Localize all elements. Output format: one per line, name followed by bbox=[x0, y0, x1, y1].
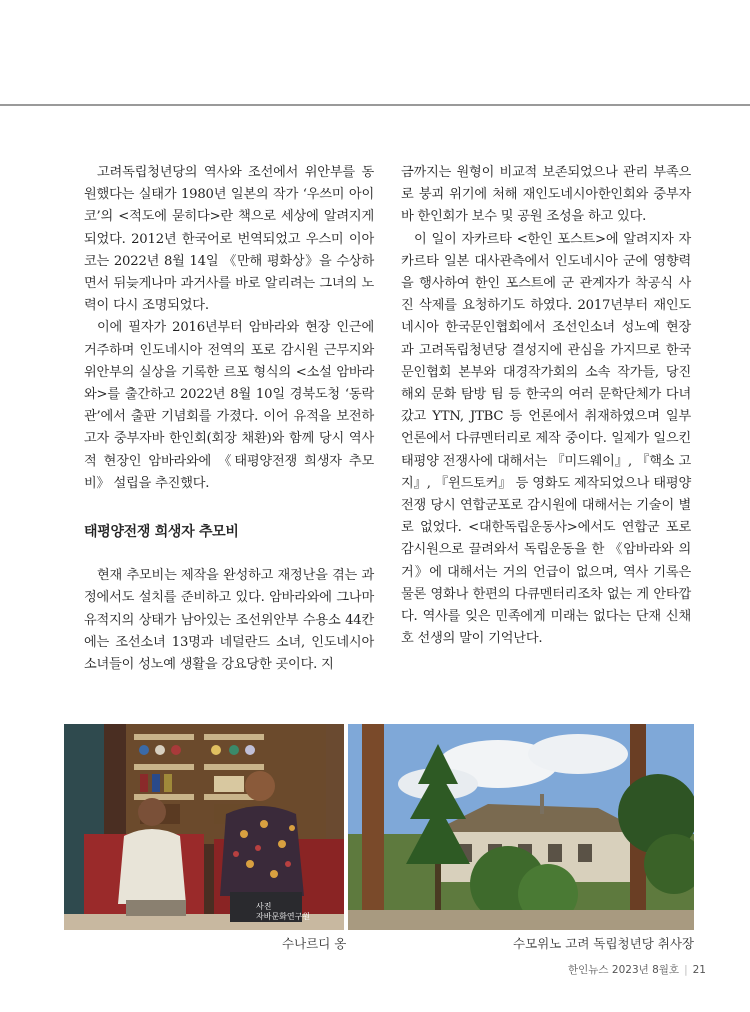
footer-separator: | bbox=[684, 964, 688, 976]
article-paragraph: 현재 추모비는 제작을 완성하고 재정난을 겪는 과정에서도 설치를 준비하고 있다. 암바라와에 그나마 유적지의 상태가 남아있는 조선위안부 수용소 44칸에는 조선소녀 13명과 네덜란드 소녀, 인도네시아 소녀들이 성노예 생활을 강요당한 곳이다. 지 bbox=[84, 568, 374, 673]
page-footer bbox=[568, 962, 706, 977]
photo-sunardi-illustration bbox=[64, 724, 344, 930]
photo-credit-line: 사진 bbox=[256, 902, 272, 911]
photo-kitchen-illustration bbox=[348, 724, 694, 930]
magazine-issue: 한인뉴스 2023년 8월호 bbox=[568, 964, 680, 976]
photo-credit-line: 자바문화연구원 bbox=[256, 912, 311, 921]
photo-caption: 수모위노 고려 독립청년당 취사장 bbox=[513, 936, 694, 951]
page-number: 21 bbox=[692, 964, 706, 976]
article-column-right bbox=[401, 162, 691, 650]
section-heading: 태평양전쟁 희생자 추모비 bbox=[84, 524, 239, 541]
article-paragraph: 금까지는 원형이 비교적 보존되었으나 관리 부족으로 붕괴 위기에 처해 재인도네시아한인회와 중부자바 한인회가 보수 및 공원 조성을 하고 있다. bbox=[401, 165, 691, 225]
photo-caption: 수나르디 옹 bbox=[282, 936, 347, 951]
article-paragraph: 고려독립청년당의 역사와 조선에서 위안부를 동원했다는 실태가 1980년 일본의 작가 ‘우쓰미 아이코’의 <적도에 묻히다>란 책으로 세상에 알려지게 되었다. 2012년 한국어로 번역되었고 우스미 이아코는 2022년 8월 14일 《만해 평화상》을 수상하면서 뒤늦게나마 과거사를 바로 알리려는 그녀의 노력이 다시 조명되었다. bbox=[84, 165, 374, 314]
article-column-left bbox=[84, 162, 374, 676]
photo-kitchen-building bbox=[348, 724, 694, 930]
article-paragraph: 이 일이 자카르타 <한인 포스트>에 알려지자 자카르타 일본 대사관측에서 인도네시아 군에 영향력을 행사하여 한인 포스트에 군 관계자가 착공식 사진 삭제를 요청하기도 하였다. 2017년부터 재인도네시아 한국문인협회에서 조선인소녀 성노예 현장과 고려독립청년당 결성지에 관심을 가지므로 한국문인협회 본부와 대경작가회의 소속 작가들, 당진 해외 문화 탐방 팀 등 한국의 여러 문학단체가 다녀갔고 YTN, JTBC 등 언론에서 취재하였으며 일부 언론에서 다큐멘터리로 제작 중이다. 일제가 일으킨 태평양 전쟁사에 대해서는 『미드웨이』, 『핵소 고지』, 『윈드토커』 등 영화도 제작되었으나 태평양전쟁 당시 연합군포로 감시원에 대해서는 기술이 별로 없었다. <대한독립운동사>에서도 연합군 포로감시원으로 끌려와서 독립운동을 한 《암바라와 의거》에 대해서는 거의 언급이 없으며, 역사 기록은 물론 영화나 한편의 다큐멘터리조차 없는 게 안타깝다. 역사를 잊은 민족에게 미래는 없다는 단재 신채호 선생의 말이 기억난다. bbox=[401, 231, 691, 647]
photo-sunardi bbox=[64, 724, 344, 930]
article-paragraph: 이에 필자가 2016년부터 암바라와 현장 인근에 거주하며 인도네시아 전역의 포로 감시원 근무지와 위안부의 실상을 기록한 르포 형식의 <소설 암바라와>를 출간하고 2022년 8월 10일 경북도청 ‘동락관’에서 출판 기념회를 가졌다. 이어 유적을 보전하고자 중부자바 한인회(회장 채환)와 함께 당시 역사적 현장인 암바라와에 《태평양전쟁 희생자 추모비》 설립을 추진했다. bbox=[84, 320, 374, 491]
photo-credit bbox=[256, 902, 310, 922]
header-rule bbox=[0, 104, 750, 106]
